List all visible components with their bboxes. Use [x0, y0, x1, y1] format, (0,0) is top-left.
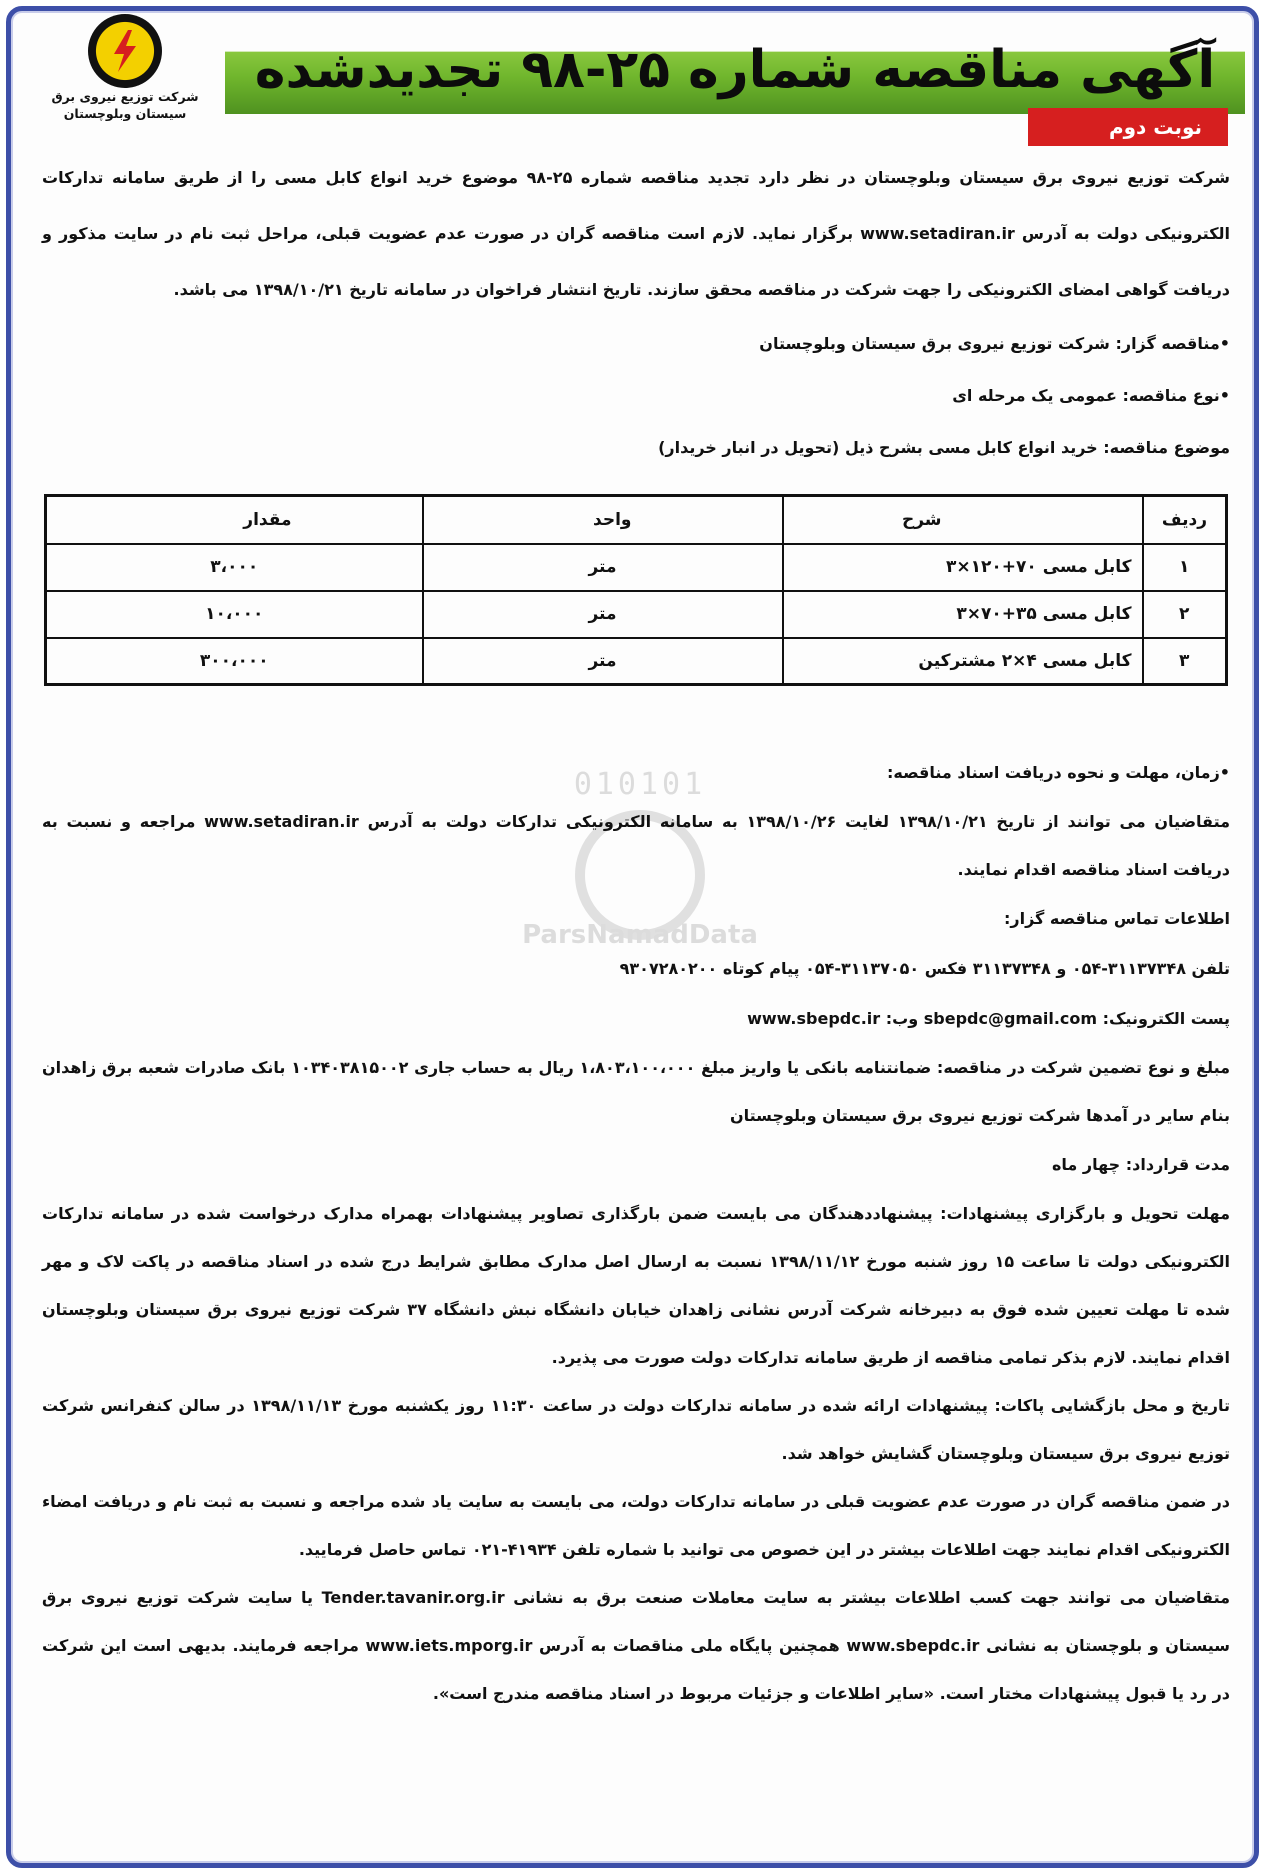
duration-line: مدت قرارداد: چهار ماه: [1051, 1155, 1230, 1174]
row-quantity: ۳،۰۰۰: [46, 544, 423, 591]
table-row: [46, 591, 1227, 638]
logo-line-1: شرکت توزیع نیروی برق: [51, 89, 199, 104]
row-unit: متر: [423, 544, 783, 591]
header-quantity: مقدار: [46, 496, 423, 544]
table-row: [46, 544, 1227, 591]
row-number: ۲: [1143, 591, 1227, 638]
header-description: شرح: [783, 496, 1143, 544]
tender-type-line: •نوع مناقصه: عمومی یک مرحله ای: [952, 386, 1230, 405]
row-unit: متر: [423, 591, 783, 638]
membership-text: در ضمن مناقصه گران در صورت عدم عضویت قبلی در سامانه تدارکات دولت، می بایست به سایت یاد شده مراجعه و نسبت به ثبت نام و دریافت امضاء الکترونیکی اقدام نمایند جهت اطلاعات بیشتر در این خصوص می توانید با شماره تلفن ۴۱۹۳۴-۰۲۱ تماس حاصل فرمایید.: [42, 1492, 1230, 1559]
time-heading: •زمان، مهلت و نحوه دریافت اسناد مناقصه:: [886, 763, 1230, 782]
more-info-text: متقاضیان می توانند جهت کسب اطلاعات بیشتر به سایت معاملات صنعت برق به نشانی Tender.tavanir.org.ir یا سایت شرکت توزیع نیروی برق سیستان و بلوچستان به نشانی www.sbepdc.ir همچنین پایگاه ملی مناقصات به آدرس www.iets.mporg.ir مراجعه فرمایند. بدیهی است این شرکت در رد یا قبول پیشنهادات مختار است. «سایر اطلاعات و جزئیات مربوط در اسناد مناقصه مندرج است».: [42, 1588, 1231, 1703]
table-row: [46, 638, 1227, 685]
subject-line: موضوع مناقصه: خرید انواع کابل مسی بشرح ذیل (تحویل در انبار خریدار): [658, 438, 1230, 457]
row-description: کابل مسی ۷۰+۱۲۰×۳: [783, 544, 1143, 591]
guarantee-text: مبلغ و نوع تضمین شرکت در مناقصه: ضمانتنامه بانکی یا واریز مبلغ ۱،۸۰۳،۱۰۰،۰۰۰ ریال به حساب جاری ۱۰۳۴۰۳۸۱۵۰۰۲ بانک صادرات شعبه برق زاهدان بنام سایر در آمدها شرکت توزیع نیروی برق سیستان وبلوچستان: [42, 1058, 1230, 1125]
row-number: ۱: [1143, 544, 1227, 591]
row-unit: متر: [423, 638, 783, 685]
items-table: [44, 494, 1228, 686]
headline-title: آگهی مناقصه شماره ۲۵-۹۸ تجدیدشده: [254, 40, 1216, 100]
watermark-digits: 010101: [573, 767, 707, 802]
intro-section: [42, 150, 1230, 474]
submission-text: مهلت تحویل و بارگزاری پیشنهادات: پیشنهاددهندگان می بایست ضمن بارگذاری تصاویر پیشنهادات بهمراه مدارک درخواست شده در سامانه تدارکات الکترونیکی دولت تا ساعت ۱۵ روز شنبه مورخ ۱۳۹۸/۱۱/۱۲ نسبت به ارسال اصل مدارک مطابق شرایط درج شده در اسناد مناقصه در پاکت لاک و مهر شده تا مهلت تعیین شده فوق به دبیرخانه شرکت آدرس نشانی زاهدان خیابان دانشگاه نبش دانشگاه ۳۷ شرکت توزیع نیروی برق سیستان وبلوچستان اقدام نمایند. لازم بذکر تمامی مناقصه از طریق سامانه تدارکات دولت صورت می پذیرد.: [42, 1204, 1231, 1367]
opening-text: تاریخ و محل بازگشایی پاکات: پیشنهادات ارائه شده در سامانه تدارکات دولت در ساعت ۱۱:۳۰ روز یکشنبه مورخ ۱۳۹۸/۱۱/۱۳ در سالن کنفرانس شرکت توزیع نیروی برق سیستان وبلوچستان گشایش خواهد شد.: [42, 1396, 1231, 1463]
lightning-logo-icon: [88, 14, 162, 88]
header-row-number: ردیف: [1143, 496, 1227, 544]
notice-badge: نوبت دوم: [1028, 108, 1228, 146]
logo-line-2: سیستان وبلوچستان: [63, 106, 187, 121]
row-quantity: ۱۰،۰۰۰: [46, 591, 423, 638]
row-description: کابل مسی ۴×۲ مشترکین: [783, 638, 1143, 685]
row-description: کابل مسی ۳۵+۷۰×۳: [783, 591, 1143, 638]
watermark-brand: ParsNamadData: [522, 920, 758, 950]
intro-paragraph: شرکت توزیع نیروی برق سیستان وبلوچستان در نظر دارد تجدید مناقصه شماره ۲۵-۹۸ موضوع خرید انواع کابل مسی را از طریق سامانه تدارکات الکترونیکی دولت به آدرس www.setadiran.ir برگزار نماید. لازم است مناقصه گران در صورت عدم عضویت قبلی، مراحل ثبت نام در سایت مذکور و دریافت گواهی امضای الکترونیکی را جهت شرکت در مناقصه محقق سازند. تاریخ انتشار فراخوان در سامانه تاریخ ۱۳۹۸/۱۰/۲۱ می باشد.: [42, 168, 1231, 299]
phone-line: تلفن ۳۱۱۳۷۳۴۸-۰۵۴ و ۳۱۱۳۷۳۴۸ فکس ۳۱۱۳۷۰۵۰-۰۵۴ پیام کوتاه ۹۳۰۷۲۸۰۲۰۰: [619, 959, 1230, 978]
header-unit: واحد: [423, 496, 783, 544]
row-number: ۳: [1143, 638, 1227, 685]
row-quantity: ۳۰۰،۰۰۰: [46, 638, 423, 685]
email-line: پست الکترونیک: sbepdc@gmail.com وب: www.sbepdc.ir: [747, 1009, 1230, 1028]
time-text: متقاضیان می توانند از تاریخ ۱۳۹۸/۱۰/۲۱ لغایت ۱۳۹۸/۱۰/۲۶ به سامانه الکترونیکی تدارکات دولت به آدرس www.setadiran.ir مراجعه و نسبت به دریافت اسناد مناقصه اقدام نمایند.: [42, 812, 1231, 879]
contact-heading: اطلاعات تماس مناقصه گزار:: [1004, 909, 1230, 928]
table-header-row: [46, 496, 1227, 544]
organizer-line: •مناقصه گزار: شرکت توزیع نیروی برق سیستان وبلوچستان: [759, 334, 1230, 353]
details-section: [42, 748, 1230, 1718]
company-logo: [40, 14, 210, 144]
